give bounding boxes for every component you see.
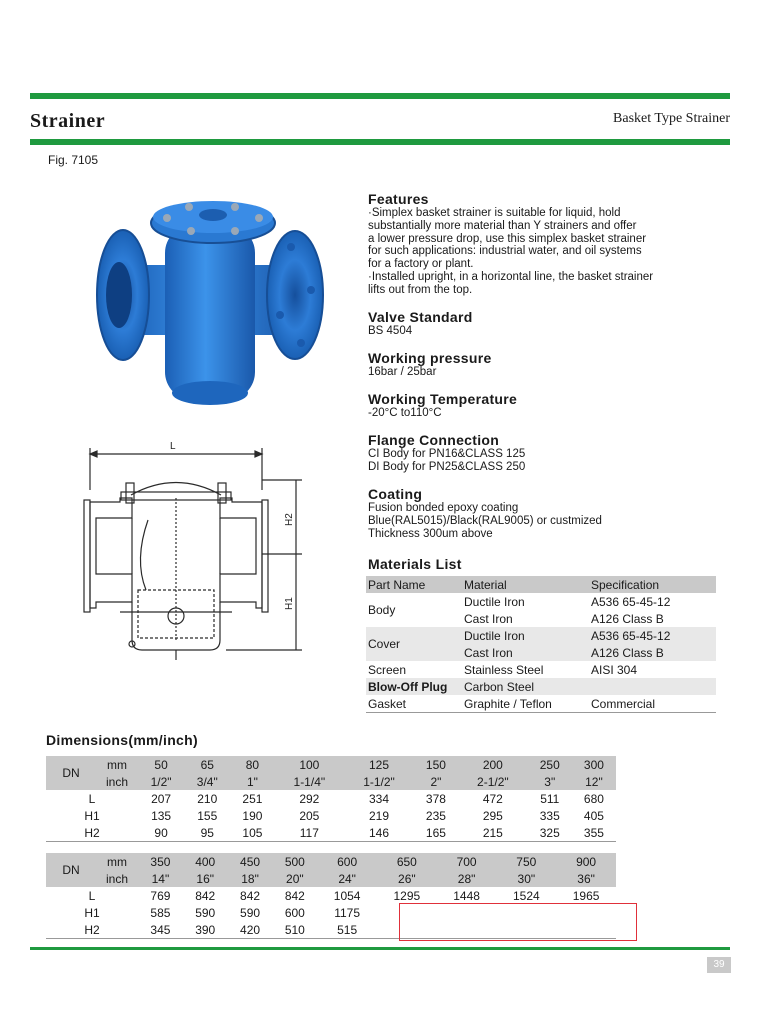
- flange-connection-section: [368, 432, 728, 474]
- dim-value-cell: 590: [195, 905, 216, 920]
- part-gasket: Gasket: [368, 696, 407, 711]
- dim-value-cell: 334: [369, 791, 390, 806]
- materials-table: [366, 576, 716, 713]
- table-row: [46, 887, 616, 904]
- dn-label: DN: [46, 853, 96, 887]
- unit-inch: inch: [96, 870, 138, 887]
- material-cell: Carbon Steel: [462, 678, 589, 695]
- dim-value-cell: 105: [242, 825, 263, 840]
- table-row: [366, 678, 716, 695]
- dim-value-cell: 842: [284, 888, 305, 903]
- dimension-drawing: [76, 440, 306, 670]
- dn-inch-cell: 14": [138, 870, 183, 887]
- dn-mm-cell: 450: [228, 853, 273, 870]
- page-subtitle: Basket Type Strainer: [613, 111, 730, 126]
- dn-inch-cell: 18": [228, 870, 273, 887]
- working-temperature-heading: Working Temperature: [368, 391, 518, 407]
- dn-mm-cell: 150: [414, 756, 458, 773]
- dim-value-cell: 117: [299, 825, 319, 840]
- dim-value-cell: 769: [150, 888, 171, 903]
- material-cell: Graphite / Teflon: [464, 696, 552, 711]
- dn-mm-cell: 650: [377, 853, 437, 870]
- dn-label: DN: [46, 756, 96, 790]
- dn-inch-cell: 2": [414, 773, 458, 790]
- spec-cell: A536 65-45-12: [589, 627, 716, 644]
- coating-heading: Coating: [368, 486, 423, 502]
- dim-value-cell: 95: [200, 825, 214, 840]
- dim-value-cell: 345: [150, 922, 171, 937]
- dn-inch-cell: 1-1/4": [274, 773, 344, 790]
- coating-section: [368, 486, 728, 540]
- spec-cell: AISI 304: [591, 662, 638, 677]
- table-row: [46, 807, 616, 824]
- dim-value-cell: 325: [539, 825, 560, 840]
- dn-mm-cell: 400: [183, 853, 228, 870]
- dim-label-H1: H1: [284, 597, 295, 610]
- material-cell: Cast Iron: [464, 611, 513, 626]
- spec-cell: A126 Class B: [589, 644, 716, 661]
- dim-value-cell: 1175: [334, 905, 361, 920]
- dn-inch-cell: 20": [272, 870, 317, 887]
- table-row: [366, 661, 716, 678]
- dn-mm-cell: 500: [272, 853, 317, 870]
- spec-cell: A536 65-45-12: [591, 594, 671, 609]
- dim-value-cell: 215: [482, 825, 503, 840]
- part-blow-off-plug: Blow-Off Plug: [366, 678, 462, 695]
- page-title: Strainer: [30, 110, 106, 132]
- dn-mm-cell: 350: [138, 853, 183, 870]
- row-label: H2: [84, 825, 100, 840]
- dim-value-cell: 511: [540, 791, 560, 806]
- dim-value-cell: 155: [197, 808, 218, 823]
- dim-label-H2: H2: [284, 513, 295, 526]
- working-temperature-text: -20°C to110°C: [368, 407, 442, 419]
- dn-mm-row: [46, 853, 616, 870]
- dn-mm-cell: 700: [437, 853, 497, 870]
- part-body: Body: [368, 603, 396, 617]
- part-screen: Screen: [368, 662, 407, 677]
- page-number: 39: [707, 957, 731, 973]
- dim-label-L: L: [170, 441, 176, 452]
- dn-mm-cell: 100: [274, 756, 344, 773]
- row-label: H1: [84, 808, 100, 823]
- material-cell: Stainless Steel: [464, 662, 544, 677]
- dim-value-cell: 292: [299, 791, 320, 806]
- materials-heading: Materials List: [368, 556, 462, 572]
- dn-mm-cell: 250: [528, 756, 572, 773]
- dn-mm-cell: 200: [458, 756, 528, 773]
- dim-value-cell: 146: [369, 825, 390, 840]
- dn-inch-cell: 3": [528, 773, 572, 790]
- dim-value-cell: 335: [539, 808, 560, 823]
- table-row: [46, 790, 616, 807]
- dn-inch-cell: 1/2": [138, 773, 184, 790]
- header-rule: [30, 139, 730, 145]
- dn-inch-cell: 3/4": [184, 773, 230, 790]
- dn-inch-cell: 1-1/2": [344, 773, 414, 790]
- material-cell: Ductile Iron: [464, 594, 525, 609]
- highlight-box: [399, 903, 637, 941]
- col-material: Material: [462, 576, 589, 593]
- dn-mm-cell: 50: [138, 756, 184, 773]
- unit-mm: mm: [96, 756, 138, 773]
- dim-value-cell: 515: [337, 922, 358, 937]
- dim-value-cell: 295: [482, 808, 503, 823]
- dim-value-cell: 1295: [393, 888, 421, 903]
- dn-inch-cell: 12": [572, 773, 616, 790]
- working-temperature-section: [368, 391, 728, 420]
- dn-mm-cell: 80: [230, 756, 274, 773]
- dim-value-cell: 190: [242, 808, 263, 823]
- unit-mm: mm: [96, 853, 138, 870]
- dim-value-cell: 390: [195, 922, 216, 937]
- flange-connection-heading: Flange Connection: [368, 432, 500, 448]
- dim-value-cell: 251: [242, 791, 263, 806]
- materials-heading-wrap: [368, 556, 728, 572]
- dn-mm-cell: 125: [344, 756, 414, 773]
- dim-value-cell: 590: [240, 905, 261, 920]
- unit-inch: inch: [96, 773, 138, 790]
- flange-connection-text: CI Body for PN16&CLASS 125 DI Body for PN25&CLASS 250: [368, 448, 526, 473]
- features-heading: Features: [368, 191, 429, 207]
- dim-value-cell: 378: [425, 791, 446, 806]
- spec-cell: Commercial: [591, 696, 656, 711]
- dim-value-cell: 207: [151, 791, 172, 806]
- dn-inch-row: [46, 870, 616, 887]
- table-row: [366, 593, 716, 610]
- footer-rule: [30, 947, 730, 950]
- dim-value-cell: 1054: [333, 888, 361, 903]
- row-label: H2: [84, 922, 100, 937]
- dim-value-cell: 585: [150, 905, 171, 920]
- col-part-name: Part Name: [366, 576, 462, 593]
- dn-mm-cell: 65: [184, 756, 230, 773]
- spec-cell: [589, 678, 716, 695]
- dn-inch-cell: 26": [377, 870, 437, 887]
- valve-standard-section: [368, 309, 728, 338]
- valve-standard-heading: Valve Standard: [368, 309, 473, 325]
- materials-header-row: [366, 576, 716, 593]
- dim-value-cell: 235: [425, 808, 446, 823]
- dim-value-cell: 205: [299, 808, 320, 823]
- dn-inch-row: [46, 773, 616, 790]
- figure-number: Fig. 7105: [48, 153, 99, 167]
- dn-inch-cell: 24": [317, 870, 377, 887]
- material-cell: Cast Iron: [462, 644, 589, 661]
- dim-value-cell: 1965: [572, 888, 600, 903]
- dn-mm-row: [46, 756, 616, 773]
- dn-inch-cell: 30": [496, 870, 556, 887]
- dimensions-heading: Dimensions(mm/inch): [46, 732, 198, 748]
- dn-mm-cell: 300: [572, 756, 616, 773]
- coating-text: Fusion bonded epoxy coating Blue(RAL5015)/Black(RAL9005) or custmized Thickness 300um above: [368, 502, 602, 540]
- dn-inch-cell: 36": [556, 870, 616, 887]
- dim-value-cell: 210: [197, 791, 218, 806]
- spec-cell: A126 Class B: [591, 611, 664, 626]
- row-label: L: [88, 888, 96, 903]
- top-rule: [30, 93, 730, 99]
- table-row: [366, 695, 716, 713]
- dim-value-cell: 405: [583, 808, 604, 823]
- working-pressure-text: 16bar / 25bar: [368, 366, 437, 378]
- dn-mm-cell: 750: [496, 853, 556, 870]
- part-cover: Cover: [366, 627, 462, 661]
- dim-value-cell: 420: [240, 922, 261, 937]
- dim-value-cell: 165: [425, 825, 446, 840]
- strainer-photo: [95, 195, 330, 410]
- dim-value-cell: 90: [154, 825, 168, 840]
- dim-value-cell: 680: [583, 791, 604, 806]
- valve-standard-text: BS 4504: [368, 325, 413, 337]
- working-pressure-section: [368, 350, 728, 379]
- dim-value-cell: 219: [369, 808, 390, 823]
- dim-value-cell: 135: [151, 808, 172, 823]
- dim-value-cell: 1448: [453, 888, 480, 903]
- dim-value-cell: 842: [240, 888, 261, 903]
- dim-value-cell: 1524: [512, 888, 540, 903]
- dimensions-table-1: [46, 756, 616, 842]
- working-pressure-heading: Working pressure: [368, 350, 492, 366]
- dn-inch-cell: 16": [183, 870, 228, 887]
- dn-mm-cell: 600: [317, 853, 377, 870]
- row-label: L: [88, 791, 96, 806]
- col-specification: Specification: [589, 576, 716, 593]
- row-label: H1: [84, 905, 100, 920]
- material-cell: Ductile Iron: [462, 627, 589, 644]
- dn-inch-cell: 2-1/2": [458, 773, 528, 790]
- features-section: [368, 191, 728, 297]
- dim-value-cell: 600: [284, 905, 305, 920]
- table-row: [46, 824, 616, 842]
- dim-value-cell: 472: [482, 791, 503, 806]
- dim-value-cell: 355: [583, 825, 604, 840]
- dim-value-cell: 842: [195, 888, 216, 903]
- dn-inch-cell: 28": [437, 870, 497, 887]
- dn-inch-cell: 1": [230, 773, 274, 790]
- table-row: [366, 627, 716, 644]
- dim-value-cell: 510: [284, 922, 305, 937]
- features-text: ·Simplex basket strainer is suitable for liquid, hold substantially more material than Y strainers and offer a lower pressure drop, use this simplex basket strainer for such applications: industrial water, and oil systems for a factory or plant. ·Installed upright, in a horizontal line, the basket strainer lifts out from the top.: [368, 207, 654, 296]
- dn-mm-cell: 900: [556, 853, 616, 870]
